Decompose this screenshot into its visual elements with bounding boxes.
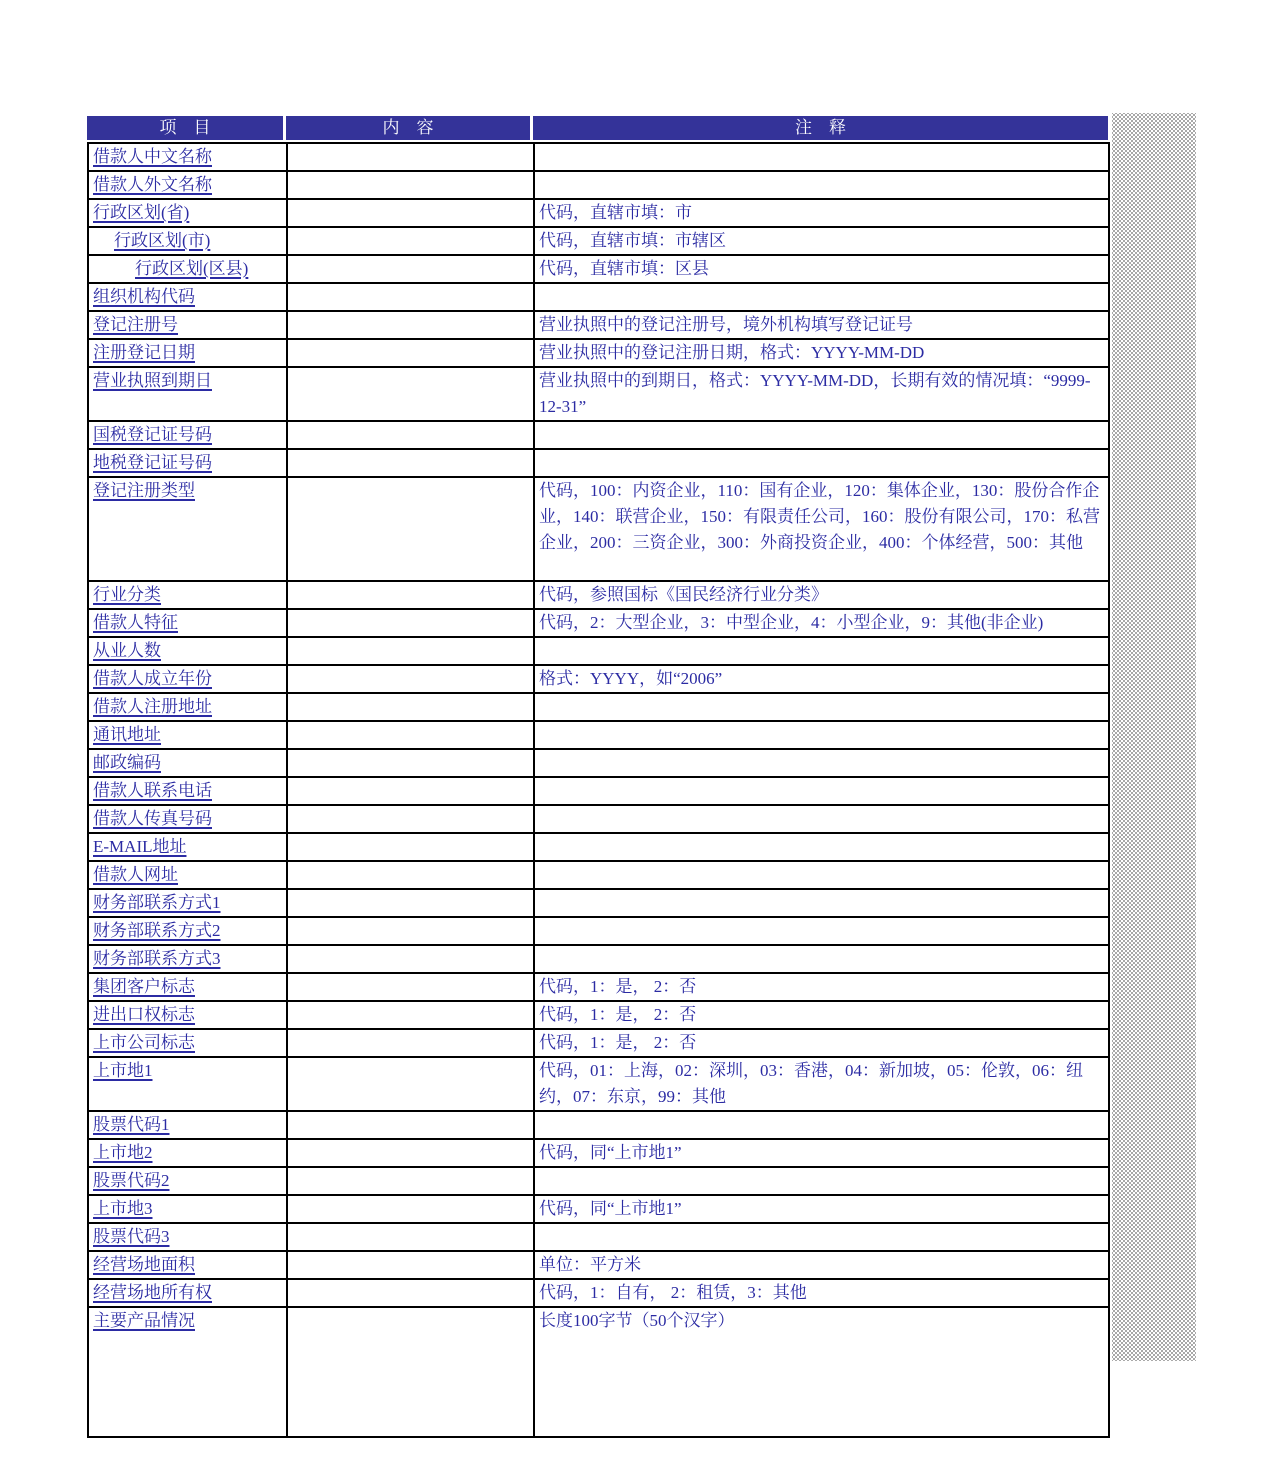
content-input-cell[interactable] [287, 693, 534, 721]
item-label: 股票代码2 [93, 1171, 170, 1190]
item-label: 地税登记证号码 [93, 453, 212, 472]
item-label: 从业人数 [93, 641, 161, 660]
item-label-cell [88, 917, 287, 945]
item-label-cell [88, 1111, 287, 1139]
content-input-cell[interactable] [287, 889, 534, 917]
item-label-cell [88, 449, 287, 477]
item-label-cell [88, 421, 287, 449]
note-text-cell: 营业执照中的登记注册号，境外机构填写登记证号 [534, 311, 1109, 339]
note-text-cell [534, 1167, 1109, 1195]
item-label-cell [88, 665, 287, 693]
content-input-cell[interactable] [287, 339, 534, 367]
item-label: 财务部联系方式2 [93, 921, 221, 940]
note-text-cell [534, 143, 1109, 171]
content-input-cell[interactable] [287, 227, 534, 255]
content-input-cell[interactable] [287, 477, 534, 581]
table-row [88, 143, 1109, 171]
item-label: 上市地2 [93, 1143, 153, 1162]
table-row [88, 477, 1109, 581]
note-text-cell: 长度100字节（50个汉字） [534, 1307, 1109, 1437]
note-text-cell: 代码，同“上市地1” [534, 1195, 1109, 1223]
item-label-cell [88, 1279, 287, 1307]
table-row [88, 581, 1109, 609]
item-label: 集团客户标志 [93, 977, 195, 996]
item-label: 上市公司标志 [93, 1033, 195, 1052]
note-text-cell [534, 861, 1109, 889]
item-label: 行政区划(省) [93, 203, 190, 222]
item-label-cell [88, 721, 287, 749]
item-label-cell [88, 1195, 287, 1223]
note-text-cell [534, 637, 1109, 665]
table-row [88, 1111, 1109, 1139]
item-label-cell [88, 227, 287, 255]
item-label-cell [88, 171, 287, 199]
note-text-cell: 代码，1：是， 2：否 [534, 1029, 1109, 1057]
content-input-cell[interactable] [287, 749, 534, 777]
content-input-cell[interactable] [287, 1251, 534, 1279]
item-label-cell [88, 255, 287, 283]
hatched-region [1112, 113, 1196, 1361]
item-label: 上市地1 [93, 1061, 153, 1080]
content-input-cell[interactable] [287, 637, 534, 665]
content-input-cell[interactable] [287, 199, 534, 227]
content-input-cell[interactable] [287, 1139, 534, 1167]
table-row [88, 1307, 1109, 1437]
note-text-cell [534, 777, 1109, 805]
note-text-cell: 营业执照中的登记注册日期，格式：YYYY-MM-DD [534, 339, 1109, 367]
item-label: 注册登记日期 [93, 343, 195, 362]
item-label: 股票代码1 [93, 1115, 170, 1134]
note-text-cell: 代码，2：大型企业，3：中型企业，4：小型企业，9：其他(非企业) [534, 609, 1109, 637]
item-label-cell [88, 973, 287, 1001]
item-label: 财务部联系方式3 [93, 949, 221, 968]
item-label: 借款人注册地址 [93, 697, 212, 716]
table-row [88, 1195, 1109, 1223]
content-input-cell[interactable] [287, 1167, 534, 1195]
table-row [88, 721, 1109, 749]
table-row [88, 945, 1109, 973]
table-row [88, 861, 1109, 889]
item-label-cell [88, 945, 287, 973]
table-row [88, 1279, 1109, 1307]
content-input-cell[interactable] [287, 1307, 534, 1437]
table-row [88, 693, 1109, 721]
item-label-cell [88, 833, 287, 861]
item-label-cell [88, 1307, 287, 1437]
content-input-cell[interactable] [287, 421, 534, 449]
note-text-cell: 代码，直辖市填：市 [534, 199, 1109, 227]
table-row [88, 449, 1109, 477]
item-label: 国税登记证号码 [93, 425, 212, 444]
content-input-cell[interactable] [287, 1057, 534, 1111]
table-row [88, 1057, 1109, 1111]
content-input-cell[interactable] [287, 805, 534, 833]
table-row [88, 973, 1109, 1001]
note-text-cell [534, 1111, 1109, 1139]
content-input-cell[interactable] [287, 917, 534, 945]
note-text-cell: 营业执照中的到期日，格式：YYYY-MM-DD，长期有效的情况填：“9999-12-31” [534, 367, 1109, 421]
note-text-cell: 格式：YYYY，如“2006” [534, 665, 1109, 693]
item-label: 组织机构代码 [93, 287, 195, 306]
item-label: 借款人成立年份 [93, 669, 212, 688]
table-row [88, 367, 1109, 421]
item-label: 上市地3 [93, 1199, 153, 1218]
content-input-cell[interactable] [287, 945, 534, 973]
content-input-cell[interactable] [287, 609, 534, 637]
note-text-cell [534, 749, 1109, 777]
table-row [88, 1029, 1109, 1057]
note-text-cell: 代码，参照国标《国民经济行业分类》 [534, 581, 1109, 609]
item-label-cell [88, 1139, 287, 1167]
note-text-cell: 单位：平方米 [534, 1251, 1109, 1279]
item-label-cell [88, 477, 287, 581]
item-label: 行政区划(区县) [135, 259, 249, 278]
content-input-cell[interactable] [287, 973, 534, 1001]
content-input-cell[interactable] [287, 283, 534, 311]
item-label-cell [88, 1001, 287, 1029]
note-text-cell: 代码，1：是， 2：否 [534, 973, 1109, 1001]
item-label-cell [88, 1167, 287, 1195]
item-label: 股票代码3 [93, 1227, 170, 1246]
content-input-cell[interactable] [287, 861, 534, 889]
table-row [88, 339, 1109, 367]
item-label-cell [88, 861, 287, 889]
content-input-cell[interactable] [287, 1279, 534, 1307]
header-note-column: 注 释 [533, 116, 1108, 140]
content-input-cell[interactable] [287, 1195, 534, 1223]
item-label: 借款人中文名称 [93, 147, 212, 166]
item-label-cell [88, 199, 287, 227]
table-header-row [87, 116, 1108, 140]
table-row [88, 1167, 1109, 1195]
item-label: 登记注册号 [93, 315, 178, 334]
item-label: 借款人网址 [93, 865, 178, 884]
item-label-cell [88, 1251, 287, 1279]
item-label-cell [88, 1057, 287, 1111]
item-label: 登记注册类型 [93, 481, 195, 500]
content-input-cell[interactable] [287, 1223, 534, 1251]
item-label: 借款人外文名称 [93, 175, 212, 194]
note-text-cell [534, 889, 1109, 917]
table-row [88, 749, 1109, 777]
content-input-cell[interactable] [287, 449, 534, 477]
note-text-cell [534, 693, 1109, 721]
item-label: 营业执照到期日 [93, 371, 212, 390]
item-label: 经营场地所有权 [93, 1283, 212, 1302]
content-input-cell[interactable] [287, 721, 534, 749]
content-input-cell[interactable] [287, 1111, 534, 1139]
note-text-cell: 代码，直辖市填：市辖区 [534, 227, 1109, 255]
content-input-cell[interactable] [287, 665, 534, 693]
item-label: E-MAIL地址 [93, 837, 187, 856]
note-text-cell [534, 945, 1109, 973]
note-text-cell [534, 917, 1109, 945]
item-label-cell [88, 889, 287, 917]
table-row [88, 227, 1109, 255]
note-text-cell [534, 1223, 1109, 1251]
item-label: 邮政编码 [93, 753, 161, 772]
item-label: 经营场地面积 [93, 1255, 195, 1274]
note-text-cell [534, 421, 1109, 449]
table-row [88, 1001, 1109, 1029]
item-label-cell [88, 367, 287, 421]
note-text-cell: 代码，1：是， 2：否 [534, 1001, 1109, 1029]
table-row [88, 283, 1109, 311]
table-body [87, 142, 1110, 1438]
note-text-cell: 代码，同“上市地1” [534, 1139, 1109, 1167]
table-row [88, 1223, 1109, 1251]
content-input-cell[interactable] [287, 311, 534, 339]
item-label: 借款人特征 [93, 613, 178, 632]
item-label-cell [88, 1029, 287, 1057]
content-input-cell[interactable] [287, 777, 534, 805]
note-text-cell [534, 721, 1109, 749]
table-row [88, 805, 1109, 833]
note-text-cell [534, 805, 1109, 833]
table-row [88, 917, 1109, 945]
content-input-cell[interactable] [287, 581, 534, 609]
item-label-cell [88, 143, 287, 171]
note-text-cell [534, 449, 1109, 477]
table-row [88, 421, 1109, 449]
content-input-cell[interactable] [287, 143, 534, 171]
table-row [88, 199, 1109, 227]
item-label-cell [88, 1223, 287, 1251]
item-label-cell [88, 339, 287, 367]
note-text-cell: 代码，100：内资企业，110：国有企业，120：集体企业，130：股份合作企业，140：联营企业，150：有限责任公司，160：股份有限公司，170：私营企业，200：三资企业，300：外商投资企业，400：个体经营，500：其他 [534, 477, 1109, 581]
table-row [88, 777, 1109, 805]
item-label: 通讯地址 [93, 725, 161, 744]
table-row [88, 833, 1109, 861]
table-row [88, 889, 1109, 917]
item-label: 借款人传真号码 [93, 809, 212, 828]
item-label-cell [88, 777, 287, 805]
note-text-cell: 代码，直辖市填：区县 [534, 255, 1109, 283]
item-label-cell [88, 693, 287, 721]
note-text-cell [534, 283, 1109, 311]
item-label: 财务部联系方式1 [93, 893, 221, 912]
note-text-cell [534, 171, 1109, 199]
content-input-cell[interactable] [287, 367, 534, 421]
item-label: 行政区划(市) [114, 231, 211, 250]
item-label-cell [88, 805, 287, 833]
item-label: 借款人联系电话 [93, 781, 212, 800]
content-input-cell[interactable] [287, 1001, 534, 1029]
item-label: 行业分类 [93, 585, 161, 604]
table-row [88, 255, 1109, 283]
item-label-cell [88, 283, 287, 311]
table-row [88, 665, 1109, 693]
item-label: 进出口权标志 [93, 1005, 195, 1024]
content-input-cell[interactable] [287, 171, 534, 199]
content-input-cell[interactable] [287, 1029, 534, 1057]
table-row [88, 609, 1109, 637]
content-input-cell[interactable] [287, 833, 534, 861]
table-row [88, 311, 1109, 339]
header-content-column: 内 容 [286, 116, 530, 140]
borrower-info-table [87, 116, 1108, 1438]
table-row [88, 1251, 1109, 1279]
note-text-cell: 代码，1：自有， 2：租赁，3：其他 [534, 1279, 1109, 1307]
note-text-cell [534, 833, 1109, 861]
content-input-cell[interactable] [287, 255, 534, 283]
header-item-column: 项 目 [87, 116, 283, 140]
note-text-cell: 代码，01：上海，02：深圳，03：香港，04：新加坡，05：伦敦，06：纽约，07：东京，99：其他 [534, 1057, 1109, 1111]
item-label-cell [88, 609, 287, 637]
table-row [88, 171, 1109, 199]
item-label-cell [88, 637, 287, 665]
item-label-cell [88, 581, 287, 609]
table-row [88, 1139, 1109, 1167]
item-label-cell [88, 749, 287, 777]
item-label: 主要产品情况 [93, 1311, 195, 1330]
table-row [88, 637, 1109, 665]
item-label-cell [88, 311, 287, 339]
